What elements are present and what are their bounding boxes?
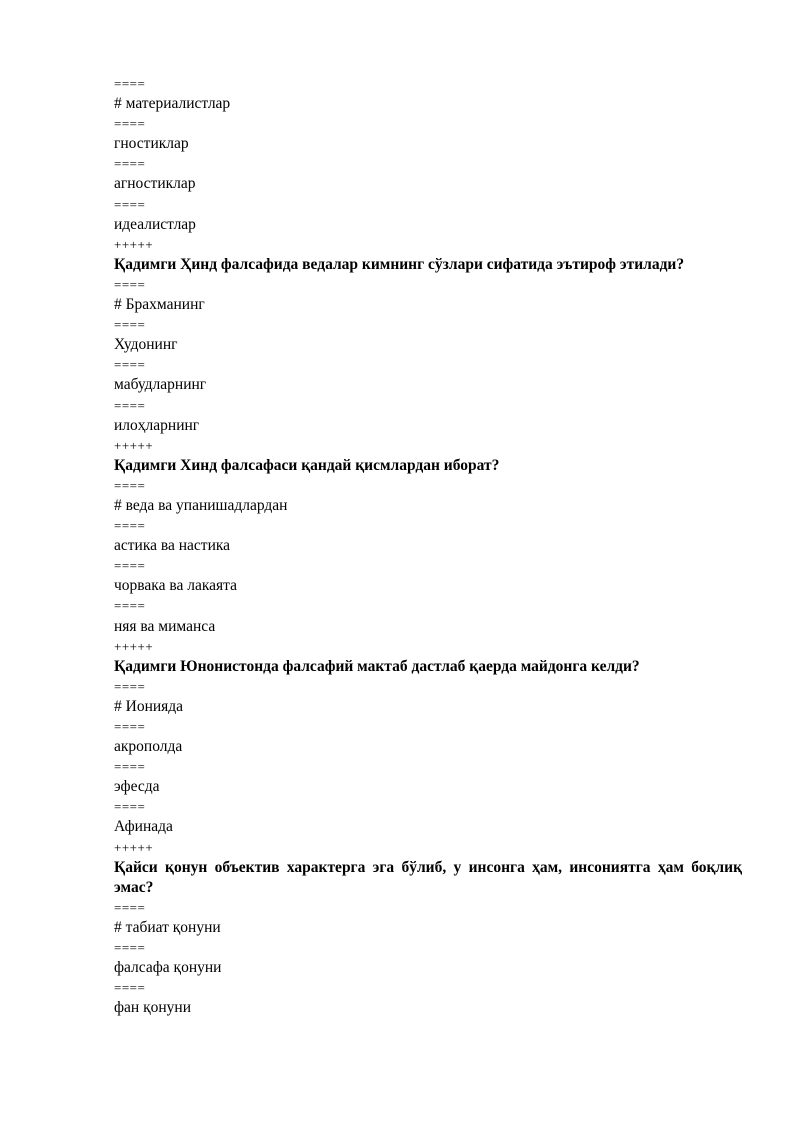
answer-option: астика ва настика	[114, 537, 231, 555]
question-block	[114, 838, 742, 1019]
answer-separator: ====	[114, 76, 146, 91]
answer-option: мабудларнинг	[114, 376, 207, 394]
answer-option: гностиклар	[114, 135, 189, 153]
answer-separator: ====	[114, 397, 146, 413]
answer-separator: ====	[114, 678, 146, 694]
answer-separator: ====	[114, 196, 146, 212]
answer-separator: ====	[114, 156, 146, 172]
question-marker: +++++	[114, 437, 154, 453]
answer-group	[114, 74, 742, 235]
question-text: Қайси қонун объектив характерга эга бўлиб, у инсонга ҳам, инсониятга ҳам боқлиқ эмас?	[114, 858, 742, 896]
answer-separator: ====	[114, 357, 146, 373]
answer-separator: ====	[114, 116, 146, 132]
answer-option: # Иониядa	[114, 697, 184, 715]
question-text: Қадимги Юнонистонда фалсафий мактаб дастлаб қаерда майдонга келди?	[114, 657, 640, 675]
answer-option: Худонинг	[114, 336, 178, 354]
answer-option: # веда ва упанишадлардан	[114, 496, 288, 514]
answer-separator: ====	[114, 317, 146, 333]
answer-option: # Брахманинг	[114, 296, 205, 314]
answer-separator: ====	[114, 899, 146, 915]
answer-option: илоҳларнинг	[114, 416, 200, 434]
answer-option: чорвака ва лакаята	[114, 577, 237, 595]
question-marker: +++++	[114, 839, 154, 855]
answer-separator: ====	[114, 980, 146, 996]
answer-option: фалсафа қонуни	[114, 959, 222, 977]
answer-option: # материалистлар	[114, 95, 231, 113]
answer-separator: ====	[114, 759, 146, 775]
question-block	[114, 235, 742, 436]
answer-separator: ====	[114, 799, 146, 815]
answer-option: # табиат қонуни	[114, 918, 221, 936]
question-block	[114, 637, 742, 838]
answer-separator: ====	[114, 477, 146, 493]
answer-separator: ====	[114, 940, 146, 956]
question-marker: +++++	[114, 236, 154, 252]
answer-separator: ====	[114, 598, 146, 614]
question-text: Қадимги Ҳинд фалсафида ведалар кимнинг сўзлари сифатида эътироф этилади?	[114, 255, 685, 273]
document-page	[114, 74, 742, 1018]
answer-separator: ====	[114, 276, 146, 292]
question-block	[114, 436, 742, 637]
answer-option: эфесда	[114, 778, 160, 796]
answer-option: агностиклар	[114, 175, 196, 193]
question-text: Қадимги Хинд фалсафаси қандай қисмлардан иборат?	[114, 456, 500, 474]
answer-option: акрополда	[114, 738, 183, 756]
answer-separator: ====	[114, 719, 146, 734]
question-marker: +++++	[114, 638, 154, 654]
answer-option: идеалистлар	[114, 215, 196, 233]
answer-option: фан қонуни	[114, 999, 192, 1017]
answer-separator: ====	[114, 518, 146, 534]
answer-option: Афинада	[114, 818, 173, 836]
answer-option: няя ва миманса	[114, 617, 216, 635]
answer-separator: ====	[114, 558, 146, 574]
